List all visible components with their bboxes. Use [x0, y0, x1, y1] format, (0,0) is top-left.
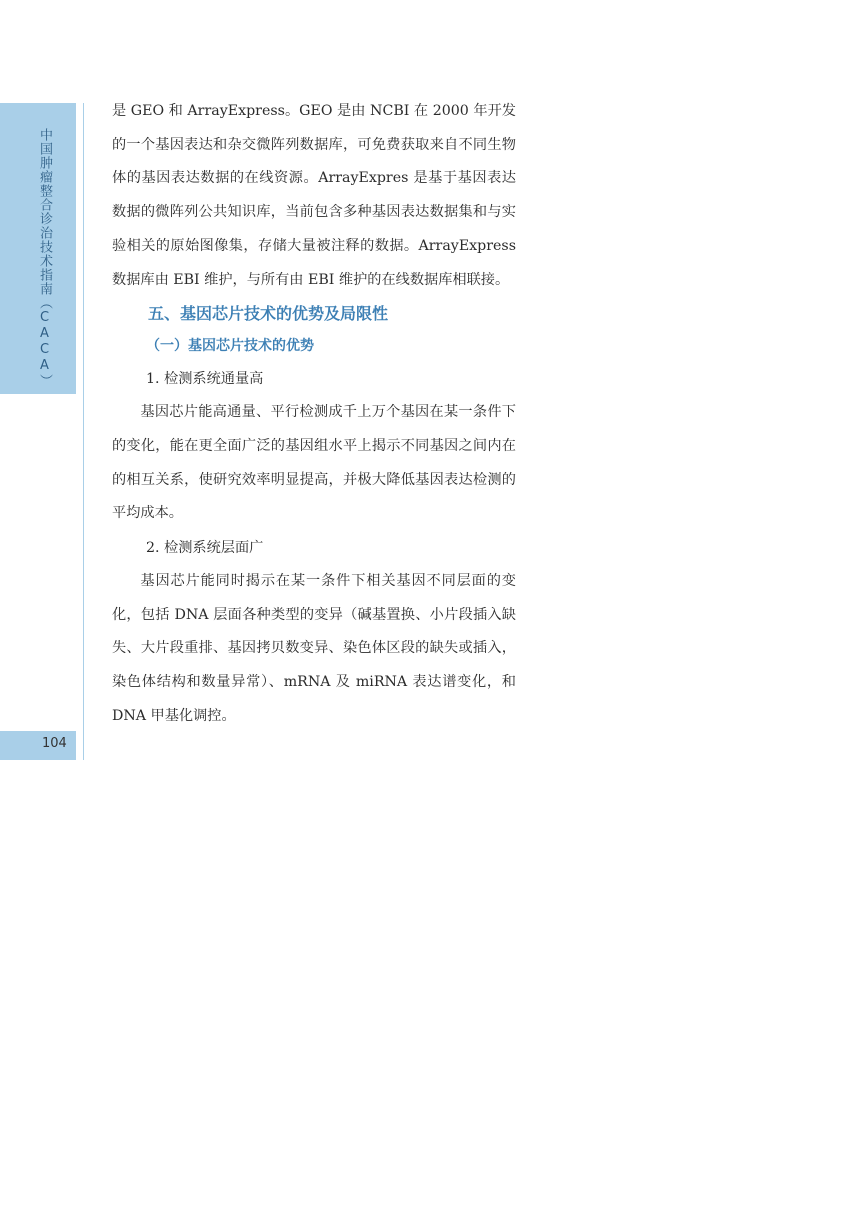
- book-title: 中国肿瘤整合诊治技术指南（CACA）: [37, 128, 52, 388]
- page-number: 104: [42, 736, 67, 751]
- subsection-heading: （一）基因芯片技术的优势: [146, 338, 314, 355]
- body-paragraph: 基因芯片能高通量、平行检测成千上万个基因在某一条件下的变化，能在更全面广泛的基因组水平上揭示不同基因之间内在的相互关系，使研究效率明显提高，并极大降低基因表达检测的平均成本。: [112, 404, 516, 522]
- margin-rule: [83, 103, 84, 760]
- item-title: 1. 检测系统通量高: [146, 371, 264, 388]
- body-paragraph: 是 GEO 和 ArrayExpress。GEO 是由 NCBI 在 2000 年开发的一个基因表达和杂交微阵列数据库，可免费获取来自不同生物体的基因表达数据的在线资源。ArrayExpres 是基于基因表达数据的微阵列公共知识库，当前包含多种基因表达数据集和与实验相关的原始图像集，存储大量被注释的数据。ArrayExpress 数据库由 EBI 维护，与所有由 EBI 维护的在线数据库相联接。: [112, 103, 516, 288]
- item-title: 2. 检测系统层面广: [146, 540, 264, 557]
- page-content: [112, 95, 516, 734]
- section-heading: 五、基因芯片技术的优势及局限性: [148, 304, 389, 324]
- body-paragraph: 基因芯片能同时揭示在某一条件下相关基因不同层面的变化，包括 DNA 层面各种类型的变异（碱基置换、小片段插入缺失、大片段重排、基因拷贝数变异、染色体区段的缺失或插入，染色体结构和数量异常）、mRNA 及 miRNA 表达谱变化，和 DNA 甲基化调控。: [112, 573, 516, 724]
